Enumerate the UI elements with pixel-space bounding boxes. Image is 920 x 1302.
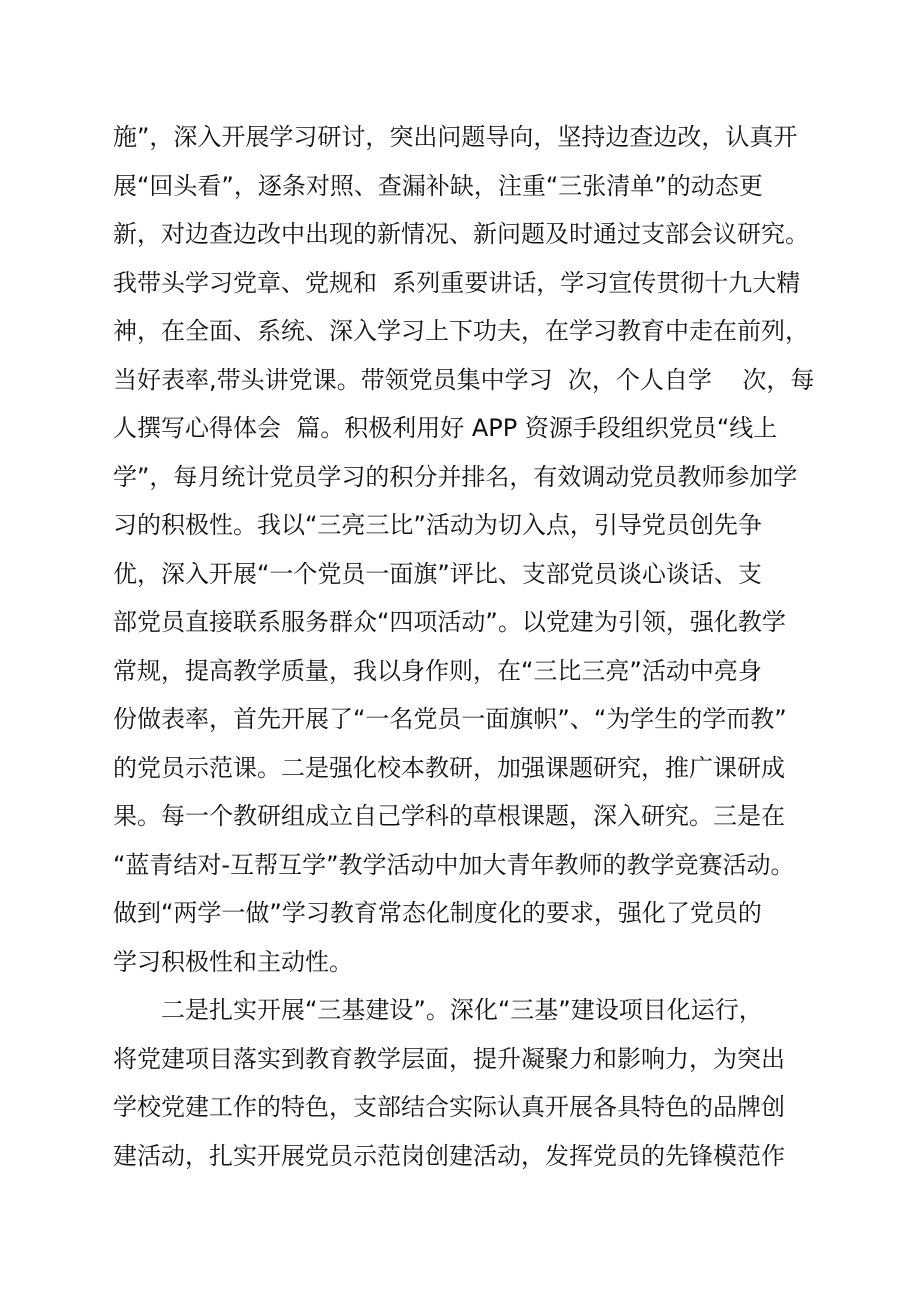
text-line: 学校党建工作的特色，支部结合实际认真开展各具特色的品牌创 [113,1093,785,1121]
text-line: 展“回头看”，逐条对照、查漏补缺，注重“三张清单”的动态更 [113,171,763,200]
text-line: 份做表率，首先开展了“一名党员一面旗帜”、“为学生的学而教” [113,705,787,733]
text-line: 新，对边查边改中出现的新情况、新问题及时通过支部会议研究。 [113,220,809,248]
text-line: 将党建项目落实到教育教学层面，提升凝聚力和影响力，为突出 [113,1044,785,1073]
text-line: “蓝青结对-互帮互学”教学活动中加大青年教师的教学竞赛活动。 [113,850,795,879]
text-line: 习的积极性。我以“三亮三比”活动为切入点，引导党员创先争 [113,511,762,539]
text-line: 神，在全面、系统、深入学习上下功夫，在学习教育中走在前列， [113,317,809,345]
text-line: 施”，深入开展学习研讨，突出问题导向，坚持边查边改，认真开 [113,123,798,151]
text-line: 部党员直接联系服务群众“四项活动”。以党建为引领，强化教学 [113,608,786,636]
text-line: 优，深入开展“一个党员一面旗”评比、支部党员谈心谈话、支 [113,559,762,588]
paragraph-start-line: 二是扎实开展“三基建设”。深化“三基”建设项目化运行， [161,996,763,1024]
text-line: 常规，提高教学质量，我以身作则，在“三比三亮”活动中亮身 [113,656,762,685]
text-line: 做到“两学一做”学习教育常态化制度化的要求，强化了党员的 [113,899,762,927]
text-line: 学习积极性和主动性。 [113,947,353,976]
text-line: 我带头学习党章、党规和 系列重要讲话，学习宣传贯彻十九大精 [113,268,801,297]
text-line: 果。每一个教研组成立自己学科的草根课题，深入研究。三是在 [113,802,785,830]
text-line: 当好表率,带头讲党课。带领党员集中学习 次，个人自学 次，每 [113,365,815,394]
text-line: 建活动，扎实开展党员示范岗创建活动，发挥党员的先锋模范作 [113,1141,785,1170]
text-line: 的党员示范课。二是强化校本教研，加强课题研究，推广课研成 [113,753,785,782]
text-line: 学”，每月统计党员学习的积分并排名，有效调动党员教师参加学 [113,462,798,491]
document-body-text [113,113,833,1180]
text-line: 人撰写心得体会 篇。积极利用好 APP 资源手段组织党员“线上 [113,414,778,442]
